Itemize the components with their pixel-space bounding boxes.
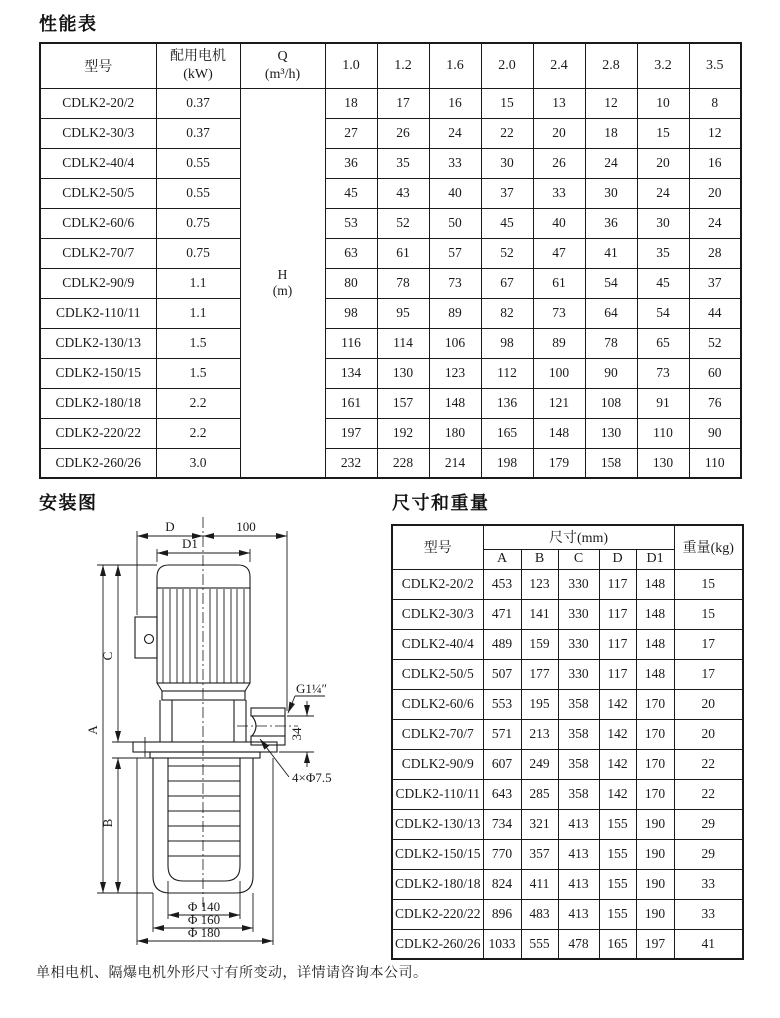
size-value-cell: 770 xyxy=(483,839,521,869)
performance-row xyxy=(40,328,741,358)
size-value-cell: 413 xyxy=(558,869,599,899)
model-cell: CDLK2-60/6 xyxy=(40,208,156,238)
size-value-cell: 117 xyxy=(599,629,636,659)
dimensions-row xyxy=(392,659,743,689)
model-cell: CDLK2-150/15 xyxy=(392,839,483,869)
thread-callout xyxy=(288,696,325,713)
head-value-cell: 45 xyxy=(481,208,533,238)
head-value-cell: 16 xyxy=(429,88,481,118)
dim-label-b: B xyxy=(100,818,115,828)
model-cell: CDLK2-30/3 xyxy=(40,118,156,148)
head-value-cell: 130 xyxy=(377,358,429,388)
performance-section-title: 性能表 xyxy=(39,14,98,34)
size-value-cell: 249 xyxy=(521,749,558,779)
dimensions-row xyxy=(392,839,743,869)
performance-row xyxy=(40,298,741,328)
head-value-cell: 30 xyxy=(481,148,533,178)
performance-row xyxy=(40,88,741,118)
motor-outline xyxy=(157,565,250,700)
size-value-cell: 170 xyxy=(636,689,674,719)
dimension-top xyxy=(137,531,287,711)
head-unit-cell: H (m) xyxy=(240,88,325,478)
model-cell: CDLK2-50/5 xyxy=(392,659,483,689)
flow-header: 3.2 xyxy=(637,43,689,88)
size-value-cell: 155 xyxy=(599,899,636,929)
size-value-cell: 190 xyxy=(636,899,674,929)
motor-kw-cell: 1.1 xyxy=(156,268,240,298)
size-value-cell: 358 xyxy=(558,689,599,719)
dia-140-label: Φ 140 xyxy=(187,899,221,914)
stage-stack-lines xyxy=(168,766,240,856)
head-value-cell: 27 xyxy=(325,118,377,148)
motor-kw-cell: 1.1 xyxy=(156,298,240,328)
motor-kw-cell: 1.5 xyxy=(156,328,240,358)
head-value-cell: 33 xyxy=(533,178,585,208)
dimensions-row xyxy=(392,929,743,959)
head-value-cell: 180 xyxy=(429,418,481,448)
head-value-cell: 52 xyxy=(689,328,741,358)
size-value-cell: 413 xyxy=(558,899,599,929)
col-header-size: 尺寸(mm) xyxy=(483,525,674,549)
size-value-cell: 195 xyxy=(521,689,558,719)
head-value-cell: 8 xyxy=(689,88,741,118)
size-value-cell: 213 xyxy=(521,719,558,749)
dim-label-34: 34 xyxy=(289,727,304,741)
size-value-cell: 170 xyxy=(636,749,674,779)
head-value-cell: 65 xyxy=(637,328,689,358)
size-value-cell: 159 xyxy=(521,629,558,659)
head-value-cell: 80 xyxy=(325,268,377,298)
performance-row xyxy=(40,178,741,208)
head-value-cell: 89 xyxy=(429,298,481,328)
head-value-cell: 52 xyxy=(481,238,533,268)
head-value-cell: 22 xyxy=(481,118,533,148)
size-value-cell: 148 xyxy=(636,569,674,599)
flow-header: 1.6 xyxy=(429,43,481,88)
size-value-cell: 148 xyxy=(636,659,674,689)
head-value-cell: 130 xyxy=(637,448,689,478)
dim-label-100: 100 xyxy=(236,519,256,534)
head-value-cell: 50 xyxy=(429,208,481,238)
motor-kw-cell: 3.0 xyxy=(156,448,240,478)
head-value-cell: 134 xyxy=(325,358,377,388)
installation-diagram xyxy=(30,505,390,960)
dia-160-label: Φ 160 xyxy=(187,912,221,927)
head-value-cell: 148 xyxy=(533,418,585,448)
size-value-cell: 357 xyxy=(521,839,558,869)
dia-180-label: Φ 180 xyxy=(187,925,221,940)
model-cell: CDLK2-180/18 xyxy=(392,869,483,899)
head-value-cell: 18 xyxy=(585,118,637,148)
motor-kw-cell: 0.37 xyxy=(156,118,240,148)
head-value-cell: 90 xyxy=(585,358,637,388)
weight-cell: 29 xyxy=(674,839,743,869)
dim-label-c: C xyxy=(100,651,115,661)
size-value-cell: 471 xyxy=(483,599,521,629)
performance-header-row xyxy=(40,43,741,88)
head-value-cell: 157 xyxy=(377,388,429,418)
head-value-cell: 24 xyxy=(637,178,689,208)
head-value-cell: 121 xyxy=(533,388,585,418)
installation-section-title: 安装图 xyxy=(39,493,98,513)
weight-cell: 17 xyxy=(674,629,743,659)
weight-cell: 22 xyxy=(674,779,743,809)
head-value-cell: 179 xyxy=(533,448,585,478)
motor-kw-cell: 0.55 xyxy=(156,148,240,178)
size-value-cell: 358 xyxy=(558,719,599,749)
head-value-cell: 98 xyxy=(325,298,377,328)
size-value-cell: 142 xyxy=(599,689,636,719)
head-value-cell: 106 xyxy=(429,328,481,358)
size-value-cell: 190 xyxy=(636,839,674,869)
size-col-header: B xyxy=(521,549,558,569)
footer-note: 单相电机、隔爆电机外形尺寸有所变动，详情请咨询本公司。 xyxy=(36,966,428,981)
size-value-cell: 190 xyxy=(636,869,674,899)
size-value-cell: 330 xyxy=(558,599,599,629)
flow-header: 3.5 xyxy=(689,43,741,88)
head-value-cell: 37 xyxy=(689,268,741,298)
head-value-cell: 36 xyxy=(585,208,637,238)
head-value-cell: 73 xyxy=(533,298,585,328)
dimensions-header-row-1 xyxy=(392,525,743,549)
head-value-cell: 100 xyxy=(533,358,585,388)
weight-cell: 17 xyxy=(674,659,743,689)
performance-row xyxy=(40,418,741,448)
flow-header: 2.8 xyxy=(585,43,637,88)
head-value-cell: 110 xyxy=(637,418,689,448)
motor-kw-cell: 0.75 xyxy=(156,238,240,268)
performance-row xyxy=(40,388,741,418)
holes-label: 4×Φ7.5 xyxy=(292,770,332,785)
model-cell: CDLK2-110/11 xyxy=(392,779,483,809)
weight-cell: 20 xyxy=(674,689,743,719)
size-value-cell: 155 xyxy=(599,869,636,899)
flow-header: 2.4 xyxy=(533,43,585,88)
head-value-cell: 61 xyxy=(377,238,429,268)
head-value-cell: 40 xyxy=(429,178,481,208)
dimensions-row xyxy=(392,569,743,599)
head-value-cell: 41 xyxy=(585,238,637,268)
model-cell: CDLK2-50/5 xyxy=(40,178,156,208)
size-value-cell: 123 xyxy=(521,569,558,599)
size-value-cell: 117 xyxy=(599,599,636,629)
weight-cell: 41 xyxy=(674,929,743,959)
model-cell: CDLK2-150/15 xyxy=(40,358,156,388)
model-cell: CDLK2-70/7 xyxy=(392,719,483,749)
col-header-weight: 重量(kg) xyxy=(674,525,743,569)
head-value-cell: 30 xyxy=(637,208,689,238)
head-value-cell: 108 xyxy=(585,388,637,418)
performance-row xyxy=(40,448,741,478)
size-value-cell: 413 xyxy=(558,809,599,839)
dim-label-a: A xyxy=(85,725,100,735)
head-value-cell: 24 xyxy=(585,148,637,178)
dimensions-row xyxy=(392,749,743,779)
size-value-cell: 148 xyxy=(636,629,674,659)
head-value-cell: 73 xyxy=(637,358,689,388)
performance-row xyxy=(40,358,741,388)
head-value-cell: 91 xyxy=(637,388,689,418)
weight-cell: 15 xyxy=(674,569,743,599)
flow-header: 2.0 xyxy=(481,43,533,88)
model-cell: CDLK2-30/3 xyxy=(392,599,483,629)
motor-kw-cell: 1.5 xyxy=(156,358,240,388)
head-value-cell: 45 xyxy=(325,178,377,208)
size-value-cell: 177 xyxy=(521,659,558,689)
model-cell: CDLK2-70/7 xyxy=(40,238,156,268)
size-value-cell: 607 xyxy=(483,749,521,779)
size-value-cell: 643 xyxy=(483,779,521,809)
head-value-cell: 18 xyxy=(325,88,377,118)
head-value-cell: 24 xyxy=(429,118,481,148)
model-cell: CDLK2-40/4 xyxy=(40,148,156,178)
size-value-cell: 453 xyxy=(483,569,521,599)
performance-row xyxy=(40,208,741,238)
size-value-cell: 117 xyxy=(599,659,636,689)
head-value-cell: 15 xyxy=(481,88,533,118)
head-value-cell: 165 xyxy=(481,418,533,448)
head-value-cell: 61 xyxy=(533,268,585,298)
head-value-cell: 37 xyxy=(481,178,533,208)
head-value-cell: 123 xyxy=(429,358,481,388)
size-value-cell: 170 xyxy=(636,719,674,749)
head-value-cell: 116 xyxy=(325,328,377,358)
flow-header: 1.2 xyxy=(377,43,429,88)
size-value-cell: 1033 xyxy=(483,929,521,959)
size-value-cell: 358 xyxy=(558,779,599,809)
head-value-cell: 35 xyxy=(377,148,429,178)
head-value-cell: 64 xyxy=(585,298,637,328)
size-value-cell: 330 xyxy=(558,659,599,689)
head-value-cell: 214 xyxy=(429,448,481,478)
flow-header: 1.0 xyxy=(325,43,377,88)
size-value-cell: 170 xyxy=(636,779,674,809)
head-value-cell: 130 xyxy=(585,418,637,448)
size-value-cell: 190 xyxy=(636,809,674,839)
motor-fins xyxy=(163,589,244,683)
dimensions-row xyxy=(392,869,743,899)
head-value-cell: 197 xyxy=(325,418,377,448)
head-value-cell: 110 xyxy=(689,448,741,478)
size-value-cell: 165 xyxy=(599,929,636,959)
head-value-cell: 78 xyxy=(377,268,429,298)
size-value-cell: 155 xyxy=(599,809,636,839)
head-value-cell: 44 xyxy=(689,298,741,328)
size-value-cell: 142 xyxy=(599,749,636,779)
size-value-cell: 117 xyxy=(599,569,636,599)
model-cell: CDLK2-260/26 xyxy=(392,929,483,959)
head-value-cell: 232 xyxy=(325,448,377,478)
dimensions-row xyxy=(392,599,743,629)
size-value-cell: 413 xyxy=(558,839,599,869)
motor-kw-cell: 0.75 xyxy=(156,208,240,238)
head-value-cell: 10 xyxy=(637,88,689,118)
head-value-cell: 13 xyxy=(533,88,585,118)
head-value-cell: 82 xyxy=(481,298,533,328)
performance-row xyxy=(40,118,741,148)
head-value-cell: 161 xyxy=(325,388,377,418)
head-value-cell: 76 xyxy=(689,388,741,418)
size-value-cell: 330 xyxy=(558,629,599,659)
head-value-cell: 158 xyxy=(585,448,637,478)
motor-kw-cell: 0.37 xyxy=(156,88,240,118)
size-value-cell: 197 xyxy=(636,929,674,959)
head-value-cell: 136 xyxy=(481,388,533,418)
weight-cell: 15 xyxy=(674,599,743,629)
head-value-cell: 24 xyxy=(689,208,741,238)
model-cell: CDLK2-90/9 xyxy=(40,268,156,298)
size-value-cell: 142 xyxy=(599,719,636,749)
model-cell: CDLK2-130/13 xyxy=(40,328,156,358)
size-value-cell: 507 xyxy=(483,659,521,689)
motor-kw-cell: 2.2 xyxy=(156,418,240,448)
model-cell: CDLK2-220/22 xyxy=(392,899,483,929)
head-value-cell: 52 xyxy=(377,208,429,238)
head-value-cell: 26 xyxy=(533,148,585,178)
dim-label-d1: D1 xyxy=(182,536,198,551)
model-cell: CDLK2-20/2 xyxy=(392,569,483,599)
dimensions-row xyxy=(392,629,743,659)
size-col-header: D xyxy=(599,549,636,569)
col-header-model: 型号 xyxy=(40,43,156,88)
thread-label: G1¼″ xyxy=(296,681,328,696)
weight-cell: 20 xyxy=(674,719,743,749)
head-value-cell: 43 xyxy=(377,178,429,208)
weight-cell: 29 xyxy=(674,809,743,839)
head-value-cell: 40 xyxy=(533,208,585,238)
head-value-cell: 47 xyxy=(533,238,585,268)
size-value-cell: 411 xyxy=(521,869,558,899)
head-value-cell: 20 xyxy=(689,178,741,208)
size-value-cell: 330 xyxy=(558,569,599,599)
model-cell: CDLK2-260/26 xyxy=(40,448,156,478)
head-value-cell: 28 xyxy=(689,238,741,268)
size-value-cell: 571 xyxy=(483,719,521,749)
model-cell: CDLK2-60/6 xyxy=(392,689,483,719)
terminal-box xyxy=(135,617,157,658)
col-header-flow-q: Q (m³/h) xyxy=(240,43,325,88)
size-col-header: A xyxy=(483,549,521,569)
head-value-cell: 67 xyxy=(481,268,533,298)
weight-cell: 33 xyxy=(674,869,743,899)
head-value-cell: 228 xyxy=(377,448,429,478)
model-cell: CDLK2-130/13 xyxy=(392,809,483,839)
dimensions-weight-table xyxy=(391,524,744,960)
dimension-left xyxy=(97,565,157,893)
size-value-cell: 285 xyxy=(521,779,558,809)
dimensions-row xyxy=(392,719,743,749)
head-value-cell: 26 xyxy=(377,118,429,148)
dimensions-row xyxy=(392,779,743,809)
size-value-cell: 148 xyxy=(636,599,674,629)
size-col-header: C xyxy=(558,549,599,569)
head-value-cell: 90 xyxy=(689,418,741,448)
size-value-cell: 824 xyxy=(483,869,521,899)
motor-kw-cell: 2.2 xyxy=(156,388,240,418)
head-value-cell: 15 xyxy=(637,118,689,148)
head-value-cell: 36 xyxy=(325,148,377,178)
head-value-cell: 20 xyxy=(533,118,585,148)
model-cell: CDLK2-110/11 xyxy=(40,298,156,328)
performance-row xyxy=(40,268,741,298)
head-value-cell: 89 xyxy=(533,328,585,358)
performance-table xyxy=(39,42,742,479)
size-value-cell: 553 xyxy=(483,689,521,719)
size-value-cell: 142 xyxy=(599,779,636,809)
head-value-cell: 17 xyxy=(377,88,429,118)
weight-cell: 22 xyxy=(674,749,743,779)
size-value-cell: 155 xyxy=(599,839,636,869)
weight-cell: 33 xyxy=(674,899,743,929)
model-cell: CDLK2-40/4 xyxy=(392,629,483,659)
head-value-cell: 78 xyxy=(585,328,637,358)
dimensions-row xyxy=(392,689,743,719)
head-value-cell: 54 xyxy=(637,298,689,328)
dim-label-d: D xyxy=(165,519,175,534)
performance-row xyxy=(40,148,741,178)
head-value-cell: 54 xyxy=(585,268,637,298)
col-header-model: 型号 xyxy=(392,525,483,569)
head-value-cell: 35 xyxy=(637,238,689,268)
dimensions-section-title: 尺寸和重量 xyxy=(392,493,490,513)
model-cell: CDLK2-90/9 xyxy=(392,749,483,779)
dimensions-row xyxy=(392,899,743,929)
head-value-cell: 98 xyxy=(481,328,533,358)
head-value-cell: 114 xyxy=(377,328,429,358)
dimensions-row xyxy=(392,809,743,839)
head-value-cell: 45 xyxy=(637,268,689,298)
size-value-cell: 483 xyxy=(521,899,558,929)
head-value-cell: 73 xyxy=(429,268,481,298)
head-value-cell: 57 xyxy=(429,238,481,268)
motor-kw-cell: 0.55 xyxy=(156,178,240,208)
mounting-plate xyxy=(133,737,277,758)
size-value-cell: 489 xyxy=(483,629,521,659)
head-value-cell: 95 xyxy=(377,298,429,328)
head-value-cell: 12 xyxy=(585,88,637,118)
size-col-header: D1 xyxy=(636,549,674,569)
model-cell: CDLK2-180/18 xyxy=(40,388,156,418)
head-value-cell: 63 xyxy=(325,238,377,268)
size-value-cell: 141 xyxy=(521,599,558,629)
head-value-cell: 12 xyxy=(689,118,741,148)
size-value-cell: 358 xyxy=(558,749,599,779)
size-value-cell: 734 xyxy=(483,809,521,839)
performance-row xyxy=(40,238,741,268)
head-value-cell: 60 xyxy=(689,358,741,388)
size-value-cell: 896 xyxy=(483,899,521,929)
head-value-cell: 20 xyxy=(637,148,689,178)
head-value-cell: 192 xyxy=(377,418,429,448)
size-value-cell: 555 xyxy=(521,929,558,959)
size-value-cell: 321 xyxy=(521,809,558,839)
head-value-cell: 112 xyxy=(481,358,533,388)
head-value-cell: 198 xyxy=(481,448,533,478)
size-value-cell: 478 xyxy=(558,929,599,959)
head-value-cell: 148 xyxy=(429,388,481,418)
head-value-cell: 53 xyxy=(325,208,377,238)
head-value-cell: 33 xyxy=(429,148,481,178)
head-value-cell: 30 xyxy=(585,178,637,208)
col-header-motor-power: 配用电机 (kW) xyxy=(156,43,240,88)
model-cell: CDLK2-20/2 xyxy=(40,88,156,118)
head-value-cell: 16 xyxy=(689,148,741,178)
model-cell: CDLK2-220/22 xyxy=(40,418,156,448)
